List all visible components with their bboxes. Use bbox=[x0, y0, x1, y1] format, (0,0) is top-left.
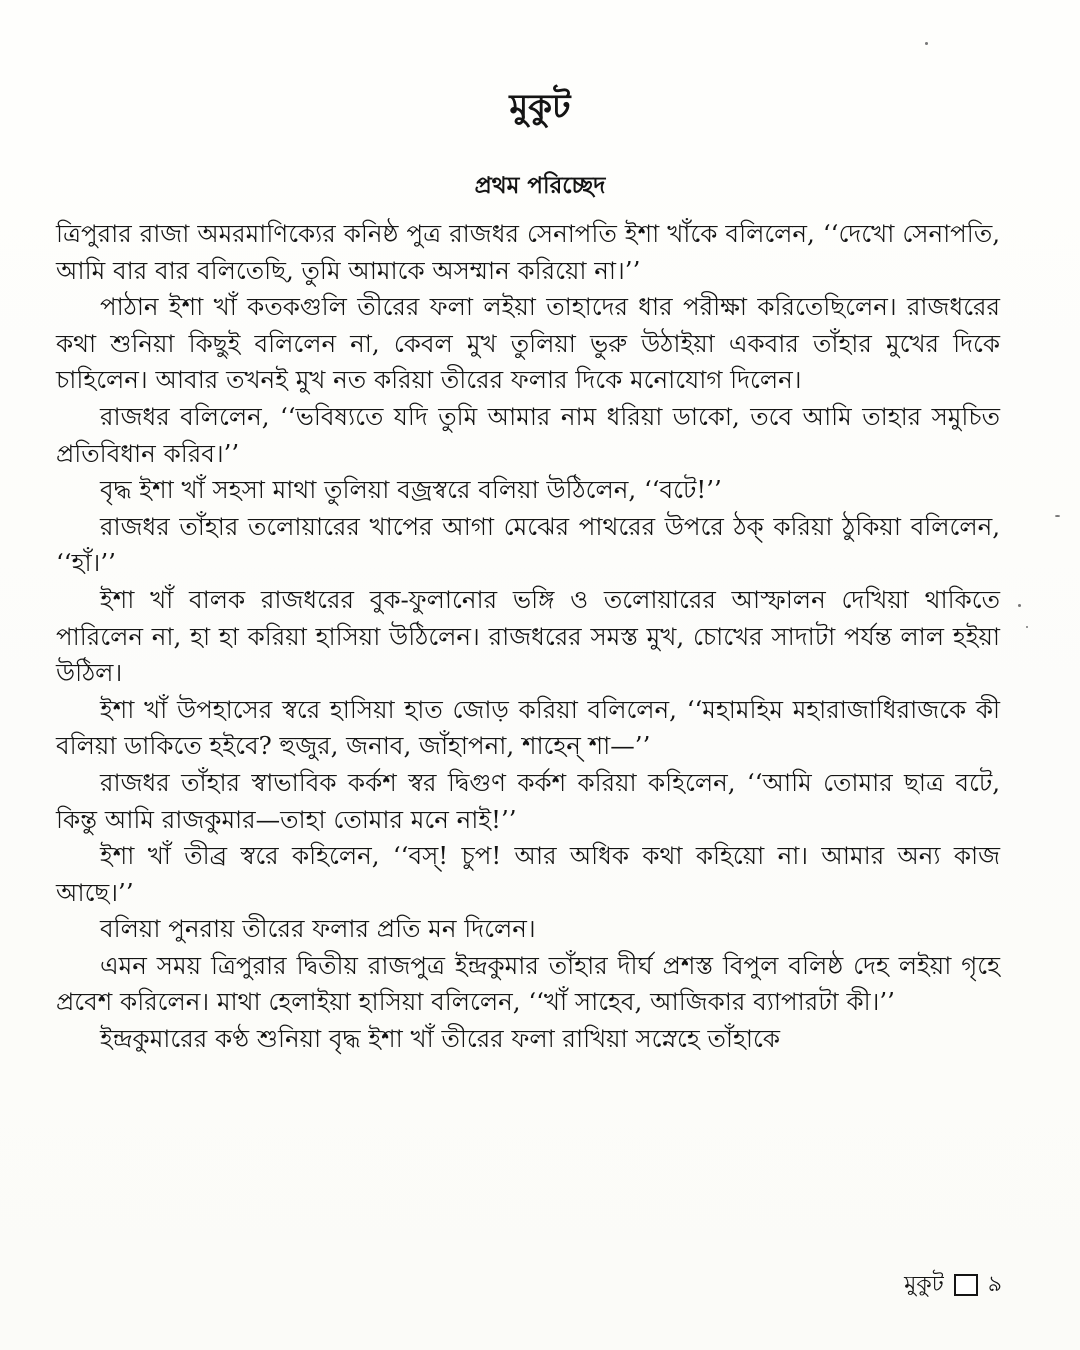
print-speck bbox=[1055, 515, 1060, 517]
footer-title: মুকুট bbox=[904, 1271, 944, 1297]
paragraph: এমন সময় ত্রিপুরার দ্বিতীয় রাজপুত্র ইন্দ্রকুমার তাঁহার দীর্ঘ প্রশস্ত বিপুল বলিষ্ঠ দেহ লইয়া গৃহে প্রবেশ করিলেন। মাথা হেলাইয়া হাসিয়া বলিলেন, ‘‘খাঁ সাহেব, আজিকার ব্যাপারটা কী।’’ bbox=[56, 950, 1000, 1017]
print-speck bbox=[1018, 604, 1021, 607]
square-icon bbox=[954, 1274, 978, 1296]
print-speck bbox=[925, 42, 928, 45]
paragraph: বৃদ্ধ ইশা খাঁ সহসা মাথা তুলিয়া বজ্রস্বরে বলিয়া উঠিলেন, ‘‘বটে!’’ bbox=[100, 475, 722, 505]
paragraph: ইন্দ্রকুমারের কণ্ঠ শুনিয়া বৃদ্ধ ইশা খাঁ তীরের ফলা রাখিয়া সস্নেহে তাঁহাকে bbox=[100, 1024, 780, 1054]
book-title: মুকুট bbox=[509, 87, 571, 127]
paragraph: রাজধর বলিলেন, ‘‘ভবিষ্যতে যদি তুমি আমার নাম ধরিয়া ডাকো, তবে আমি তাহার সমুচিত প্রতিবিধান করিব।’’ bbox=[56, 401, 1000, 468]
page-number: ৯ bbox=[987, 1271, 1002, 1297]
paragraph: ইশা খাঁ উপহাসের স্বরে হাসিয়া হাত জোড় করিয়া বলিলেন, ‘‘মহামহিম মহারাজাধিরাজকে কী বলিয়া ডাকিতে হইবে? হুজুর, জনাব, জাঁহাপনা, শাহেন্ শা—’’ bbox=[56, 694, 1000, 761]
page-footer bbox=[904, 1268, 1002, 1302]
body-text bbox=[56, 216, 1000, 1058]
print-speck bbox=[1026, 626, 1028, 628]
paragraph: রাজধর তাঁহার তলোয়ারের খাপের আগা মেঝের পাথরের উপরে ঠক্ করিয়া ঠুকিয়া বলিলেন, ‘‘হাঁ।’’ bbox=[56, 511, 1000, 578]
paragraph: বলিয়া পুনরায় তীরের ফলার প্রতি মন দিলেন। bbox=[100, 914, 536, 944]
paragraph: ইশা খাঁ তীব্র স্বরে কহিলেন, ‘‘বস্! চুপ! আর অধিক কথা কহিয়ো না। আমার অন্য কাজ আছে।’’ bbox=[56, 841, 1000, 907]
chapter-heading: প্রথম পরিচ্ছেদ bbox=[474, 172, 606, 199]
paragraph: ইশা খাঁ বালক রাজধরের বুক-ফুলানোর ভঙ্গি ও তলোয়ারের আস্ফালন দেখিয়া থাকিতে পারিলেন না, হা হা করিয়া হাসিয়া উঠিলেন। রাজধরের সমস্ত মুখ, চোখের সাদাটা পর্যন্ত লাল হইয়া উঠিল। bbox=[56, 584, 1000, 688]
paragraph: পাঠান ইশা খাঁ কতকগুলি তীরের ফলা লইয়া তাহাদের ধার পরীক্ষা করিতেছিলেন। রাজধরের কথা শুনিয়া কিছুই বলিলেন না, কেবল মুখ তুলিয়া ভুরু উঠাইয়া একবার তাঁহার মুখের দিকে চাহিলেন। আবার তখনই মুখ নত করিয়া তীরের ফলার দিকে মনোযোগ দিলেন। bbox=[56, 292, 1000, 395]
paragraph: রাজধর তাঁহার স্বাভাবিক কর্কশ স্বর দ্বিগুণ কর্কশ করিয়া কহিলেন, ‘‘আমি তোমার ছাত্র বটে, কিন্তু আমি রাজকুমার—তাহা তোমার মনে নাই!’’ bbox=[56, 767, 1000, 834]
paragraph: ত্রিপুরার রাজা অমরমাণিক্যের কনিষ্ঠ পুত্র রাজধর সেনাপতি ইশা খাঁকে বলিলেন, ‘‘দেখো সেনাপতি, আমি বার বার বলিতেছি, তুমি আমাকে অসম্মান করিয়ো না।’’ bbox=[56, 219, 1000, 285]
